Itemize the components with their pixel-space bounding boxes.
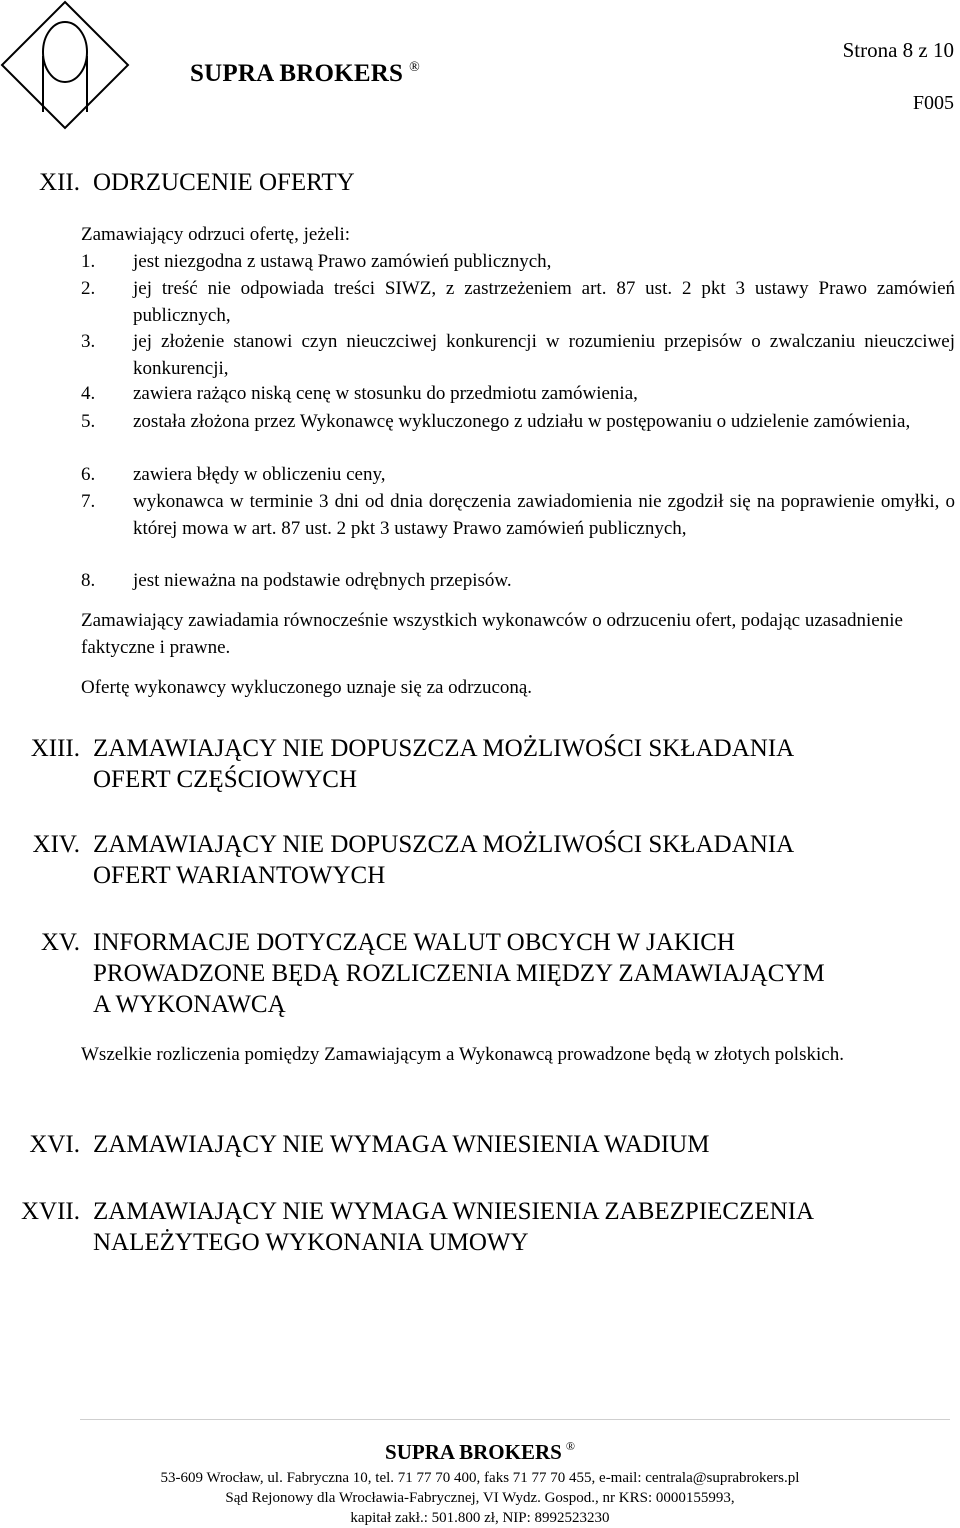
footer-capital-nip: kapitał zakł.: 501.800 zł, NIP: 8992523230	[350, 1510, 610, 1526]
section-heading-xiv: XIV. ZAMAWIAJĄCY NIE DOPUSZCZA MOŻLIWOŚCI SKŁADANIA OFERT WARIANTOWYCH	[32, 831, 795, 889]
currency-text: Wszelkie rozliczenia pomiędzy Zamawiającym a Wykonawcą prowadzone będą w złotych polskich.	[81, 1044, 844, 1065]
header-brand: SUPRA BROKERS ®	[190, 60, 420, 87]
company-logo-icon	[0, 0, 130, 130]
registered-mark-icon: ®	[409, 60, 420, 75]
footer-brand: SUPRA BROKERS ®	[385, 1439, 575, 1464]
registered-mark-icon: ®	[565, 1439, 575, 1453]
form-code: F005	[912, 92, 954, 114]
section-heading-xii: XII. ODRZUCENIE OFERTY	[39, 169, 355, 196]
page-number: Strona 8 z 10	[842, 38, 954, 62]
section-heading-xvi: XVI. ZAMAWIAJĄCY NIE WYMAGA WNIESIENIA WADIUM	[29, 1131, 710, 1158]
rejection-intro: Zamawiający odrzuci ofertę, jeżeli:	[81, 224, 351, 245]
section-heading-xvii: XVII. ZAMAWIAJĄCY NIE WYMAGA WNIESIENIA ZABEZPIECZENIA NALEŻYTEGO WYKONANIA UMOWY	[20, 1198, 815, 1256]
excluded-offer-note: Ofertę wykonawcy wykluczonego uznaje się za odrzuconą.	[81, 677, 533, 698]
rejection-notice: Zamawiający zawiadamia równocześnie wszystkich wykonawców o odrzuceniu ofert, podając uzasadnienie faktyczne i prawne.	[81, 610, 903, 658]
footer-divider	[80, 1419, 950, 1420]
footer-address: 53-609 Wrocław, ul. Fabryczna 10, tel. 71 77 70 400, faks 71 77 70 455, e-mail: centrala@suprabrokers.pl	[160, 1470, 800, 1486]
footer-court-registration: Sąd Rejonowy dla Wrocławia-Fabrycznej, VI Wydz. Gospod., nr KRS: 0000155993,	[225, 1490, 735, 1506]
section-heading-xv: XV. INFORMACJE DOTYCZĄCE WALUT OBCYCH W JAKICH PROWADZONE BĘDĄ ROZLICZENIA MIĘDZY ZAMAWIAJĄCYM A WYKONAWCĄ	[40, 929, 825, 1018]
section-heading-xiii: XIII. ZAMAWIAJĄCY NIE DOPUSZCZA MOŻLIWOŚCI SKŁADANIA OFERT CZĘŚCIOWYCH	[30, 735, 795, 793]
